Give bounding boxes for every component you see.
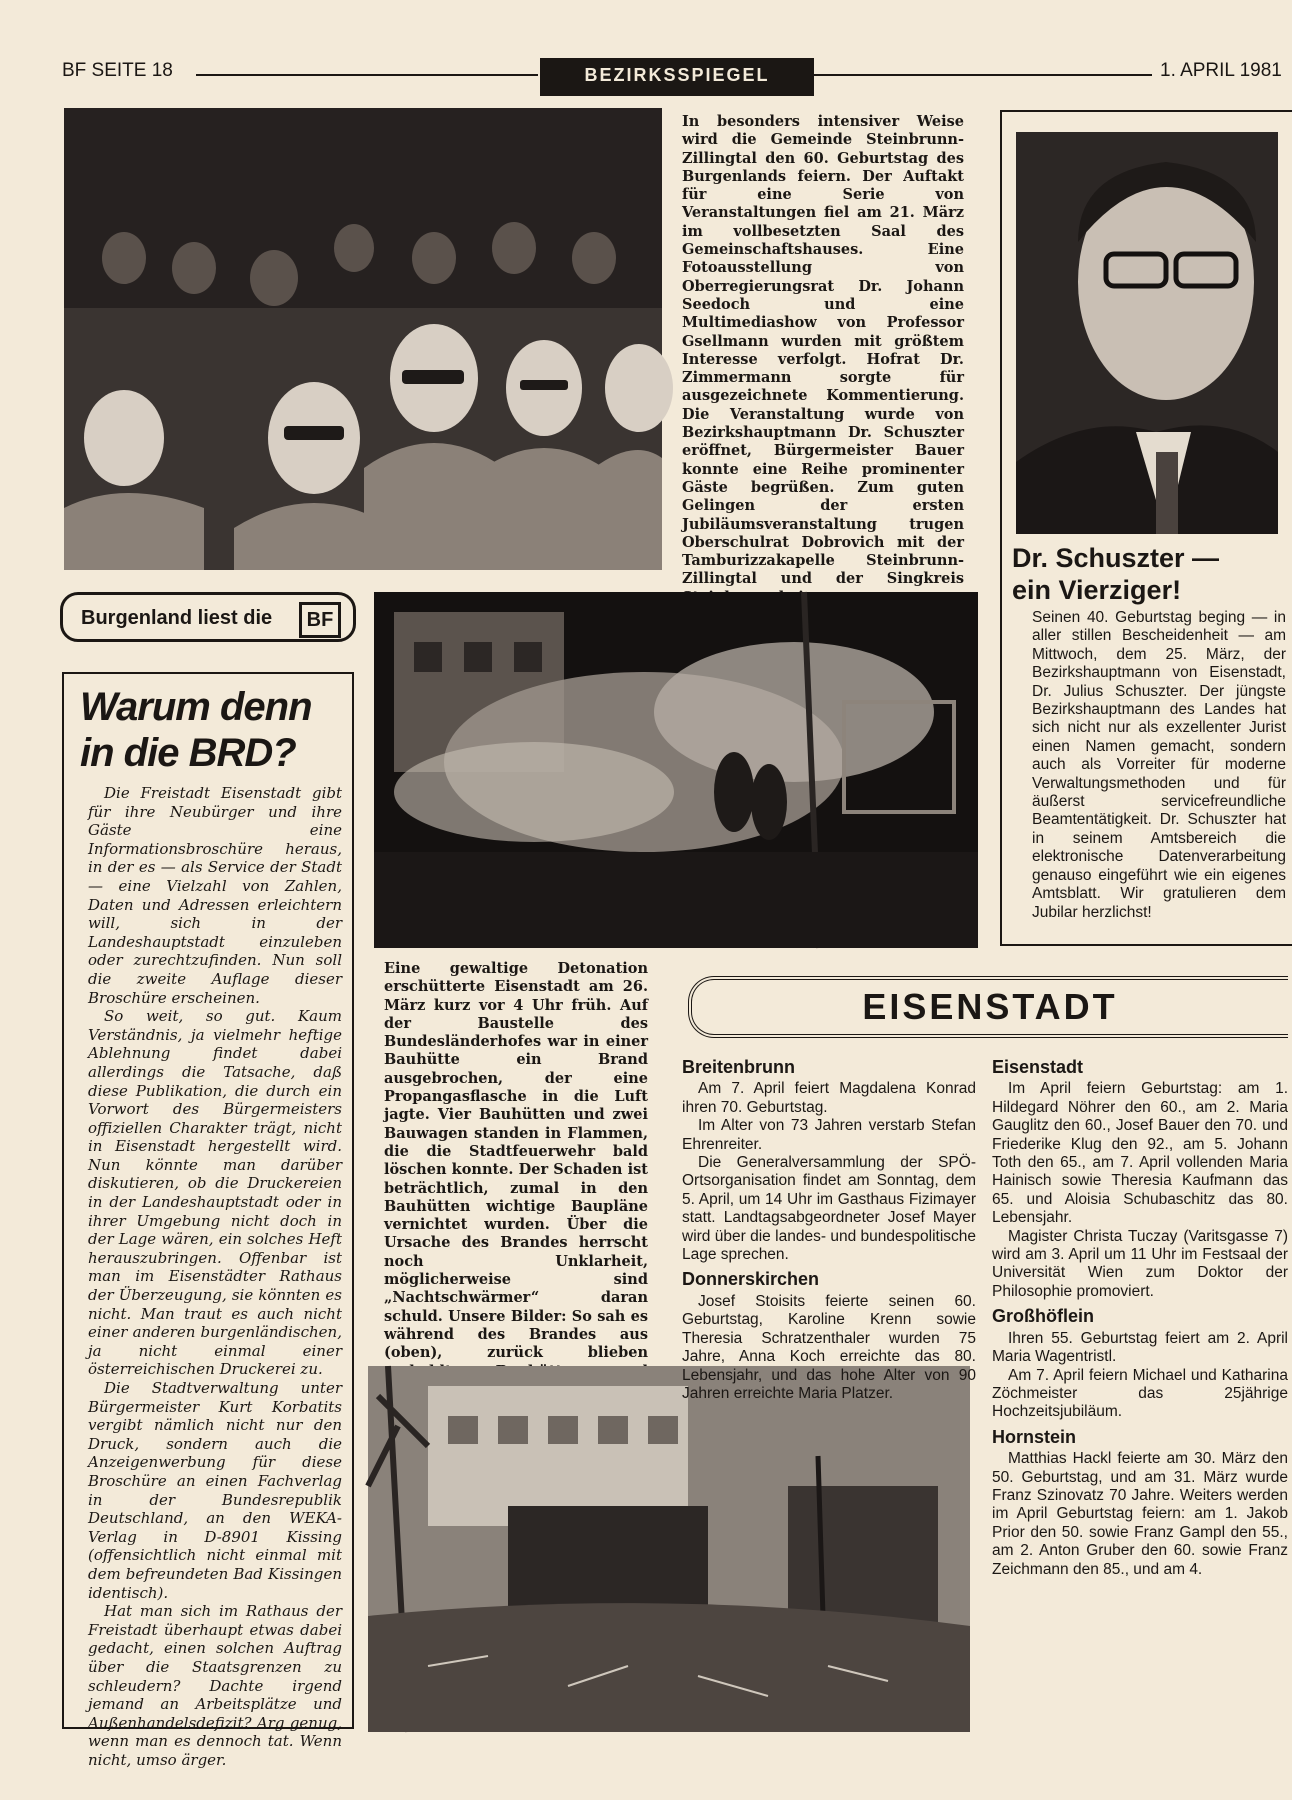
portrait-headline-1: Dr. Schuszter — (1012, 543, 1220, 573)
audience-photo (64, 108, 662, 570)
opinion-paragraph: Die Stadtverwaltung unter Bürgermeister Kurt Korbatits vergibt nämlich nicht nur den Druck, sondern auch die Anzeigenwerbung für diese Broschüre an einen Fachverlag in der Bundesrepublik Deutschland, an den WEKA-Verlag in D-8901 Kissing (offensichtlich nicht einmal mit dem befreundeten Bad Kissingen identisch). (88, 1379, 342, 1602)
top-article-text: In besonders intensiver Weise wird die Gemeinde Steinbrunn-Zillingtal den 60. Geburtstag des Burgenlands feiern. Der Auftakt für eine Serie von Veranstaltungen fiel am 21. März im vollbesetzten Saal des Gemeinschaftshauses. Eine Fotoausstellung von Oberregierungsrat Dr. Johann Seedoch und eine Multimediashow von Professor Gsellmann wurden mit größtem Interesse verfolgt. Hofrat Dr. Zimmermann sorgte für ausgezeichnete Kommentierung. Die Veranstaltung wurde von Bezirkshauptmann Dr. Schuszter eröffnet, Bürgermeister Bauer konnte eine Reihe prominenter Gäste begrüßen. Zum guten Gelingen der ersten Jubiläumsveranstaltung trugen Oberschulrat Dobrovich mit der Tamburizzakapelle Steinbrunn-Zillingtal und der Singkreis (682, 113, 964, 588)
town-paragraph: Die Generalversammlung der SPÖ-Ortsorganisation findet am Sonntag, dem 5. April, um 14 Uhr im Gasthaus Fizimayer statt. Landtagsabgeordneter Josef Mayer wird über die landes- und bundespolitische Lage sprechen. (682, 1154, 976, 1264)
portrait-headline-2: ein Vierziger! (1012, 575, 1182, 605)
town-paragraph: Im April feiern Geburtstag: am 1. Hildegard Nöhrer den 60., am 2. Maria Gauglitz den 60., Josef Bauer den 70. und Friederike Klug den 92., am 5. Johann Toth den 65., am 7. April vollenden Maria Hainisch sowie Theresia Kaufmann das 65. und Aloisia Schubaschitz das 80. Lebensjahr. (992, 1080, 1288, 1227)
opinion-headline-2: in die BRD? (80, 731, 296, 775)
opinion-paragraph: So weit, so gut. Kaum Verständnis, ja vielmehr heftige Ablehnung findet dabei allerdings die Tatsache, daß diese Publikation, die durch ein Vorwort des Bürgermeisters offiziellen Charakter trägt, nicht in Eisenstadt hergestellt wird. Nun könnte man darüber diskutieren, ob die Druckereien in der Landeshauptstadt oder in ihrer Umgebung nicht doch in der Lage wären, ein solches Heft herauszubringen. Offenbar ist man im Eisenstädter Rathaus der Überzeugung, sie könnten es nicht. Man traut es auch nicht einer anderen burgenländischen, ja nicht einmal einer österreichischen Druckerei zu. (88, 1007, 342, 1379)
slogan-text: Burgenland liest die (81, 607, 273, 629)
town-heading: Eisenstadt (992, 1057, 1084, 1077)
town-paragraph: Am 7. April feiert Magdalena Konrad ihren 70. Geburtstag. (682, 1080, 976, 1116)
eisenstadt-banner (688, 976, 1288, 1038)
town-paragraph: Magister Christa Tuczay (Varitsgasse 7) wird am 3. April um 11 Uhr im Festsaal der Universität Wien zum Doktor der Philosophie promoviert. (992, 1227, 1288, 1300)
fire-photo-top (374, 592, 978, 948)
bf-logo: BF (299, 602, 341, 638)
opinion-body (88, 784, 342, 1769)
town-heading: Donnerskirchen (682, 1269, 820, 1290)
portrait-photo (1016, 132, 1278, 534)
town-heading: Großhöflein (992, 1306, 1094, 1327)
fire-article-text: Eine gewaltige Detonation erschütterte Eisenstadt am 26. März kurz vor 4 Uhr früh. Auf der Baustelle des Bundesländerhofes war in einer Bauhütte ein Brand ausgebrochen, der eine Propangasflasche in die Luft jagte. Vier Bauhütten und zwei Bauwagen standen in Flammen, die die Stadtfeuerwehr bald löschen konnte. Der Schaden ist beträchtlich, zumal in den Bauhütten wichtige Baupläne vernichtet wurden. Über die Ursache des Brandes herrscht noch Unklarheit, möglicherweise sind „Nachtschwärmer“ daran schuld. Unsere Bilder: So sah es während des Brandes aus (oben), zurück blieben (384, 960, 648, 1362)
page-label: BF SEITE 18 (62, 60, 173, 81)
eisenstadt-column-2 (992, 1052, 1288, 1742)
issue-date: 1. APRIL 1981 (1160, 60, 1282, 81)
town-paragraph: Josef Stoisits feierte seinen 60. Geburtstag, Karoline Krenn sowie Theresia Schratzenthaler wurden 75 Jahre, Anna Koch erreichte das 80. Lebensjahr, und das hohe Alter von 90 Jahren erreichte Maria Platzer. (682, 1292, 976, 1402)
fire-photo-bottom (368, 1366, 970, 1732)
opinion-paragraph: Hat man sich im Rathaus der Freistadt überhaupt etwas dabei gedacht, einen solchen Auftrag über die Staatsgrenzen zu schleudern? Dachte irgend jemand an Arbeitsplätze und Außenhandelsdefizit? Arg genug, wenn man es dennoch tat. Wenn nicht, umso ärger. (88, 1602, 342, 1769)
opinion-paragraph: Die Freistadt Eisenstadt gibt für ihre Neubürger und ihre Gäste eine Informationsbroschüre heraus, in der es — als Service der Stadt — eine Vielzahl von Zahlen, Daten und Adressen erleichtern will, sich in der Landeshauptstadt einzuleben oder zurechtzufinden. Nun soll die zweite Auflage dieser Broschüre erscheinen. (88, 784, 342, 1007)
header-rule-right (812, 74, 1152, 76)
town-heading: Hornstein (992, 1426, 1077, 1447)
eisenstadt-banner-title: EISENSTADT (862, 986, 1118, 1027)
opinion-article (62, 672, 354, 1769)
opinion-headline-1: Warum denn (80, 685, 312, 729)
slogan-box (60, 592, 356, 642)
section-tag: BEZIRKSSPIEGEL (540, 58, 814, 96)
portrait-article (1000, 110, 1292, 946)
portrait-article-text: Seinen 40. Geburtstag beging — in aller stillen Bescheidenheit — am Mittwoch, dem 25. März, der Bezirkshauptmann von Eisenstadt, Dr. Julius Schuszter. Der jüngste Bezirkshauptmann des Landes hat sich nicht nur als exzellenter Jurist einen Namen gemacht, sondern auch als Vorreiter für moderne Verwaltungsmethoden und für äußerst servicefreundliche Beamtentätigkeit. Dr. Schuszter hat in seinem Amtsbereich die elektronische Datenverarbeitung genauso eingeführt wie ein eigenes Amtsblatt. Wir gratulieren dem Jubilar herzlichst! (1032, 609, 1286, 921)
town-paragraph: Am 7. April feiern Michael und Katharina Zöchmeister das 25jährige Hochzeitsjubiläum. (992, 1366, 1288, 1421)
header-rule-left (196, 74, 538, 76)
eisenstadt-column-1 (682, 1052, 976, 1402)
town-paragraph: Im Alter von 73 Jahren verstarb Stefan Ehrenreiter. (682, 1117, 976, 1153)
town-heading: Breitenbrunn (682, 1057, 796, 1077)
town-paragraph: Matthias Hackl feierte am 30. März den 50. Geburtstag, und am 31. März wurde Franz Szinovatz 70 Jahre. Weiters werden im April Geburtstag feiern: am 1. Jakob Prior den 50. sowie Franz Gampl den 55., am 2. Anton Gruber den 60. sowie Franz Zeichmann den 85., und am 4. (992, 1450, 1288, 1578)
town-paragraph: Ihren 55. Geburtstag feiert am 2. April Maria Wagentristl. (992, 1329, 1288, 1366)
